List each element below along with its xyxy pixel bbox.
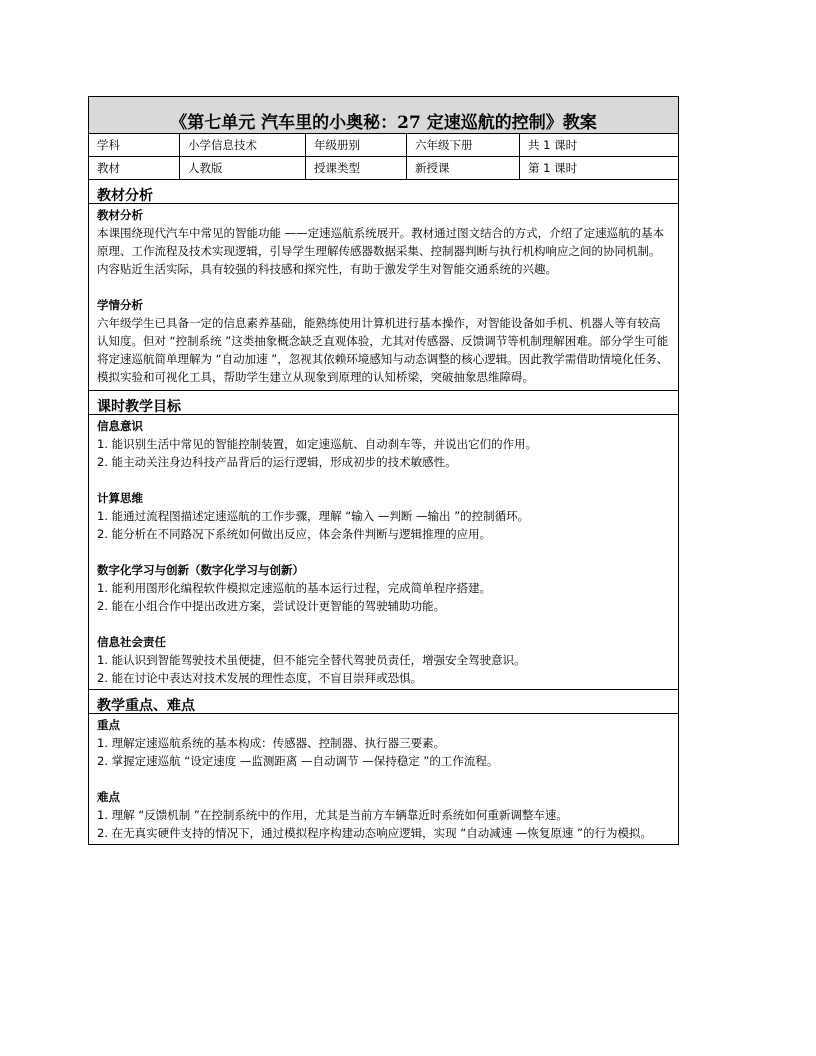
- info-cell: 学科: [89, 134, 180, 156]
- list-item: 1. 理解定速巡航系统的基本构成：传感器、控制器、执行器三要素。: [97, 736, 446, 750]
- paragraph: 六年级学生已具备一定的信息素养基础，能熟练使用计算机进行基本操作，对智能设备如手机、机器人等有较高认知度。但对 “控制系统 ”这类抽象概念缺乏直观体验，尤其对传感器、反馈调节等机制理解困难。部分学生可能将定速巡航简单理解为 “自动加速 ”，忽视其依赖环境感知与动态调整的核心逻辑。因此教学需借助情境化任务、模拟实验和可视化工具，帮助学生建立从现象到原理的认知桥梁，突破抽象思维障碍。: [97, 316, 669, 384]
- info-cell: 授课类型: [306, 157, 407, 179]
- list-item: 2. 在无真实硬件支持的情况下，通过模拟程序构建动态响应逻辑，实现 “自动减速 —恢复原速 ”的行为模拟。: [97, 826, 653, 840]
- analysis-section: [89, 180, 678, 391]
- subsection-title: 信息社会责任: [97, 635, 166, 649]
- info-cell: 人教版: [180, 157, 306, 179]
- list-item: 1. 理解 “反馈机制 ”在控制系统中的作用，尤其是当前方车辆靠近时系统如何重新调整车速。: [97, 808, 568, 822]
- section-heading: 教材分析: [89, 180, 678, 204]
- list-item: 2. 能在讨论中表达对技术发展的理性态度，不盲目崇拜或恐惧。: [97, 671, 423, 685]
- objectives-section: [89, 391, 678, 690]
- info-row-1: [89, 134, 678, 157]
- list-item: 2. 能在小组合作中提出改进方案，尝试设计更智能的驾驶辅助功能。: [97, 599, 446, 613]
- subsection-title: 学情分析: [97, 298, 143, 312]
- list-item: 2. 能主动关注身边科技产品背后的运行逻辑，形成初步的技术敏感性。: [97, 455, 457, 469]
- info-row-2: [89, 157, 678, 180]
- subsection-title: 难点: [97, 790, 120, 804]
- info-cell: 小学信息技术: [180, 134, 306, 156]
- subsection-title: 计算思维: [97, 491, 143, 505]
- info-cell: 第 1 课时: [528, 161, 578, 175]
- keypoints-section: [89, 690, 678, 844]
- info-cell: 教材: [89, 157, 180, 179]
- section-heading: 教学重点、难点: [89, 690, 678, 714]
- list-item: 2. 掌握定速巡航 “设定速度 —监测距离 —自动调节 —保持稳定 ”的工作流程。: [97, 754, 499, 768]
- list-item: 2. 能分析在不同路况下系统如何做出反应，体会条件判断与逻辑推理的应用。: [97, 527, 492, 541]
- list-item: 1. 能利用图形化编程软件模拟定速巡航的基本运行过程，完成简单程序搭建。: [97, 581, 492, 595]
- lesson-plan-document: [88, 96, 679, 845]
- subsection-title: 教材分析: [97, 208, 143, 222]
- info-cell: 新授课: [407, 157, 520, 179]
- subsection-title: 重点: [97, 718, 120, 732]
- list-item: 1. 能识别生活中常见的智能控制装置，如定速巡航、自动刹车等，并说出它们的作用。: [97, 437, 538, 451]
- paragraph: 本课围绕现代汽车中常见的智能功能 ——定速巡航系统展开。教材通过图文结合的方式，介绍了定速巡航的基本原理、工作流程及技术实现逻辑，引导学生理解传感器数据采集、控制器判断与执行机构响应之间的协同机制。内容贴近生活实际，具有较强的科技感和探究性，有助于激发学生对智能交通系统的兴趣。: [97, 226, 665, 276]
- document-title: 《第七单元 汽车里的小奥秘：27 定速巡航的控制》教案: [89, 97, 678, 134]
- section-heading: 课时教学目标: [89, 391, 678, 415]
- list-item: 1. 能认识到智能驾驶技术虽便捷，但不能完全替代驾驶员责任，增强安全驾驶意识。: [97, 653, 526, 667]
- list-item: 1. 能通过流程图描述定速巡航的工作步骤，理解 “输入 —判断 —输出 ”的控制循环。: [97, 509, 530, 523]
- info-cell: 六年级下册: [407, 134, 520, 156]
- subsection-title: 数字化学习与创新（数字化学习与创新）: [97, 563, 304, 577]
- subsection-title: 信息意识: [97, 419, 143, 433]
- info-cell: 共 1 课时: [528, 138, 578, 152]
- info-cell: 年级册别: [306, 134, 407, 156]
